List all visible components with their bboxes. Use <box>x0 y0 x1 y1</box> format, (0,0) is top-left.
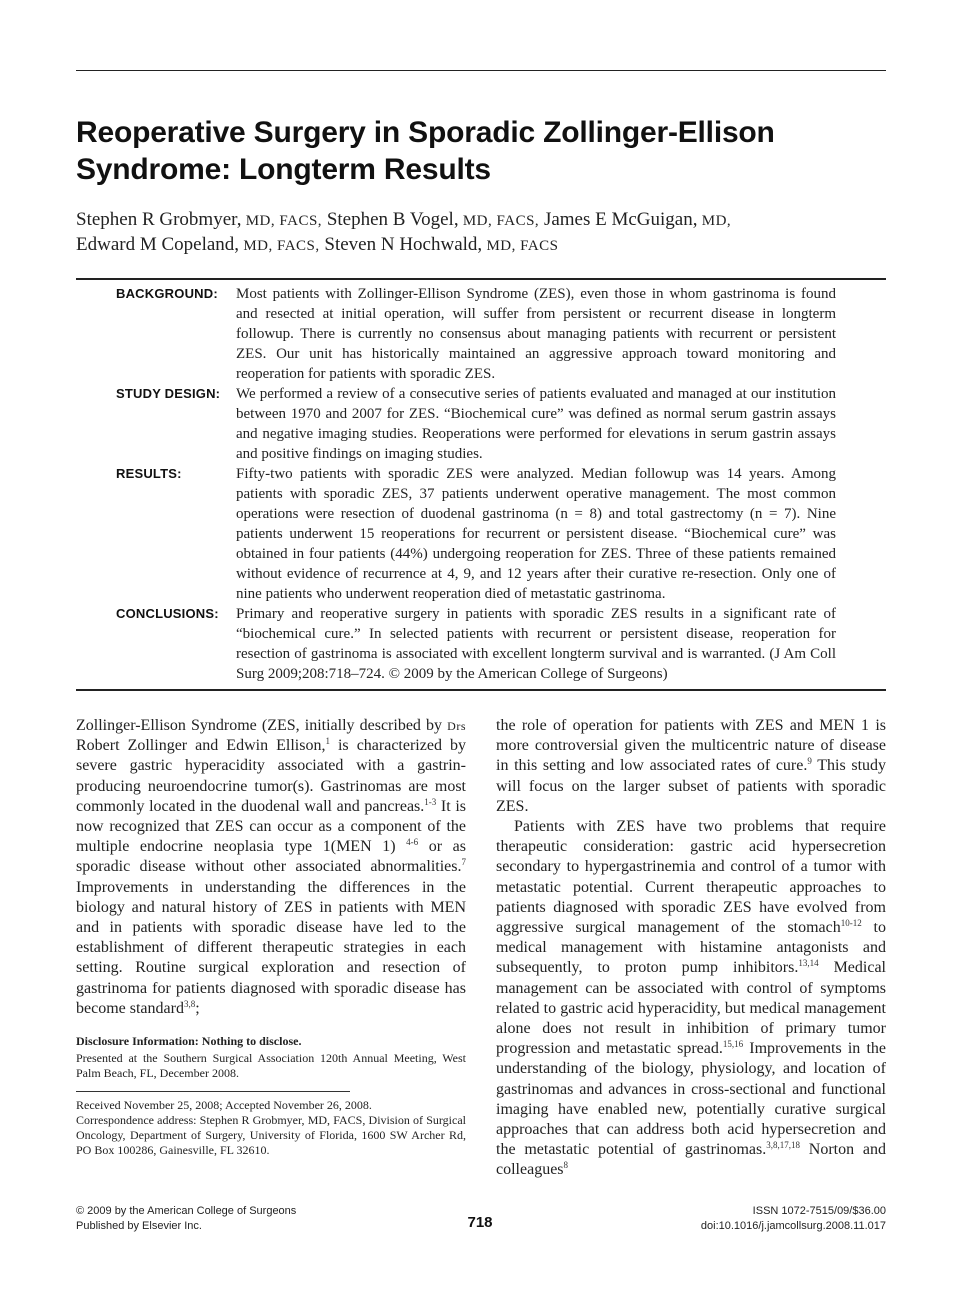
reference-citation[interactable]: 8 <box>563 1160 569 1171</box>
abstract-study-design <box>76 384 886 464</box>
body-text: Patients with ZES have two problems that require therapeutic consideration: gastric acid hypersecretion secondary to hypergastrinemia and control of a tumor with metastatic potential. Current therapeutic approaches to patients diagnosed with sporadic ZES have evolved from aggressive surgical management of the stomach <box>496 818 886 937</box>
author-name: Edward M Copeland, <box>76 234 240 255</box>
author-name: Steven N Hochwald, <box>319 234 483 255</box>
author-credentials: MD, FACS, <box>241 213 323 229</box>
issn-text: ISSN 1072-7515/09/$36.00 <box>752 1205 886 1217</box>
footer-left <box>76 1204 296 1234</box>
received-note: Received November 25, 2008; Accepted November 26, 2008. <box>76 1098 372 1112</box>
abstract-text: Most patients with Zollinger-Ellison Syndrome (ZES), even those in whom gastrinoma is found and resected at initial operation, will suffer from persistent or recurrent disease in longterm followup. There is currently no consensus about managing patients with recurrent or persistent ZES. Our unit has historically maintained an aggressive approach toward monitoring and reoperation for patients with sporadic ZES. <box>236 286 836 382</box>
publisher-text: Published by Elsevier Inc. <box>76 1220 202 1232</box>
reference-citation[interactable]: 10-12 <box>840 918 862 929</box>
disclosure-note: Disclosure Information: Nothing to disclose. <box>76 1034 302 1048</box>
body-column-right <box>496 716 886 1181</box>
body-column-left <box>76 716 466 1019</box>
abstract-label: CONCLUSIONS: <box>116 606 219 621</box>
reference-citation[interactable]: 1 <box>325 736 330 747</box>
body-text: This study will focus on the larger subset of patients with sporadic ZES. <box>496 757 887 815</box>
abstract-text: Primary and reoperative surgery in patients with sporadic ZES results in a significant rate of “biochemical cure.” In selected patients with recurrent or persistent disease, reoperation for resection of gastrinoma is associated with excellent longterm survival and is warranted. (J Am Coll Surg 2009;208:718–724. © 2009 by the American College of Surgeons) <box>236 606 836 682</box>
body-text: ; <box>195 999 200 1017</box>
abstract-background <box>76 284 886 384</box>
reference-citation[interactable]: 7 <box>461 857 466 868</box>
author-name: Stephen B Vogel, <box>322 209 459 230</box>
abstract-text: Fifty-two patients with sporadic ZES were analyzed. Median followup was 14 years. Among patients with sporadic ZES, 37 patients underwent operative management. The most common operations were resection of duodenal gastrinoma (n = 8) and total gastrectomy (n = 7). Nine patients underwent 15 reoperations for recurrent or persistent disease. “Biochemical cure” was obtained in four patients (44%) undergoing reoperation for ZES. Three of these patients remained without evidence of recurrence at 4, 9, and 12 years after their curative re-resection. Only one of nine patients who underwent reoperation died of metastatic gastrinoma. <box>236 466 836 602</box>
abstract-conclusions <box>76 604 886 684</box>
author-name: James E McGuigan, <box>539 209 698 230</box>
abstract-label: RESULTS: <box>116 466 182 481</box>
author-line-1 <box>76 208 876 233</box>
presented-note: Presented at the Southern Surgical Association 120th Annual Meeting, West Palm Beach, FL, December 2008. <box>76 1051 466 1080</box>
doi-link[interactable]: doi:10.1016/j.jamcollsurg.2008.11.017 <box>700 1220 886 1232</box>
reference-citation[interactable]: 15,16 <box>722 1039 744 1050</box>
reference-citation[interactable]: 1-3 <box>424 796 437 807</box>
author-list <box>76 208 876 258</box>
body-text: is characterized by severe gastric hyperacidity associated with a gastrin-producing neuroendocrine tumor(s). Gastrinomas are most commonly located in the duodenal wall and pancreas. <box>76 737 466 815</box>
body-text: Norton and colleagues <box>496 1141 886 1179</box>
footnotes <box>76 1034 466 1160</box>
body-text: Improvements in understanding the differences in the biology and natural history of ZES in patients with MEN and in patients with sporadic disease have led to the establishment of different therapeutic strategies in each setting. Routine surgical exploration and resection of gastrinoma for patients diagnosed with sporadic disease has become standard <box>76 878 466 1017</box>
abstract-label: STUDY DESIGN: <box>116 386 221 401</box>
abstract-top-rule <box>76 278 886 280</box>
body-paragraph <box>496 716 886 817</box>
body-text: to medical management with histamine antagonists and subsequently, to proton pump inhibitors. <box>496 919 886 977</box>
author-credentials: MD, FACS <box>482 238 559 254</box>
footnote-divider <box>76 1091 350 1092</box>
body-text: Improvements in the understanding of the biology, physiology, and location of gastrinomas and advances in cross-sectional and functional imaging have enabled new, potentially curative surgical approaches that can address both acid hypersecretion and the metastatic potential of gastrinomas. <box>496 1040 887 1159</box>
article-title: Reoperative Surgery in Sporadic Zollinger-Ellison Syndrome: Longterm Results <box>76 116 775 186</box>
abstract-label: BACKGROUND: <box>116 286 218 301</box>
footer-right <box>701 1204 886 1234</box>
author-credentials: MD, FACS, <box>239 238 320 254</box>
body-text: It is now recognized that ZES can occur as a component of the multiple endocrine neoplasia type 1(MEN 1) <box>76 797 466 856</box>
abstract-bottom-rule <box>76 689 886 691</box>
abstract-results <box>76 464 886 604</box>
reference-citation[interactable]: 3,8,17,18 <box>766 1140 800 1151</box>
copyright-text: © 2009 by the American College of Surgeons <box>76 1205 297 1217</box>
abstract <box>76 284 886 684</box>
body-text: Drs <box>447 719 466 733</box>
reference-citation[interactable]: 13,14 <box>798 958 819 969</box>
correspondence-note: Correspondence address: Stephen R Grobmyer, MD, FACS, Division of Surgical Oncology, Department of Surgery, University of Florida, 1600 SW Archer Rd, PO Box 100286, Gainesville, FL 32610. <box>76 1113 466 1157</box>
body-text: Medical management can be associated with control of symptoms related to gastric acid hyperacidity, but medical management alone does not result in inhibition of primary tumor progression and metastatic spread. <box>496 959 886 1058</box>
reference-citation[interactable]: 4-6 <box>406 837 419 848</box>
reference-citation[interactable]: 3,8 <box>183 998 196 1009</box>
body-paragraph <box>76 716 466 1019</box>
top-rule <box>76 70 886 71</box>
author-name: Stephen R Grobmyer, <box>76 209 242 230</box>
body-text: Robert Zollinger and Edwin Ellison, <box>76 737 326 755</box>
author-line-2 <box>76 233 876 258</box>
reference-citation[interactable]: 9 <box>807 756 812 767</box>
body-text: or as sporadic disease without other associated abnormalities. <box>76 838 466 876</box>
body-text: Zollinger-Ellison Syndrome (ZES, initially described by <box>76 717 448 734</box>
body-paragraph <box>496 817 886 1181</box>
page-number: 718 <box>467 1214 493 1231</box>
author-credentials: MD, <box>697 213 732 229</box>
abstract-text: We performed a review of a consecutive series of patients evaluated and managed at our institution between 1970 and 2007 for ZES. “Biochemical cure” was defined as normal serum gastrin assays and negative imaging studies. Reoperations were performed for elevations in serum gastrin assays and positive findings on imaging studies. <box>236 386 836 462</box>
author-credentials: MD, FACS, <box>458 213 540 229</box>
body-text: the role of operation for patients with ZES and MEN 1 is more controversial given the multicentric nature of disease in this setting and low associated rates of cure. <box>496 717 886 775</box>
